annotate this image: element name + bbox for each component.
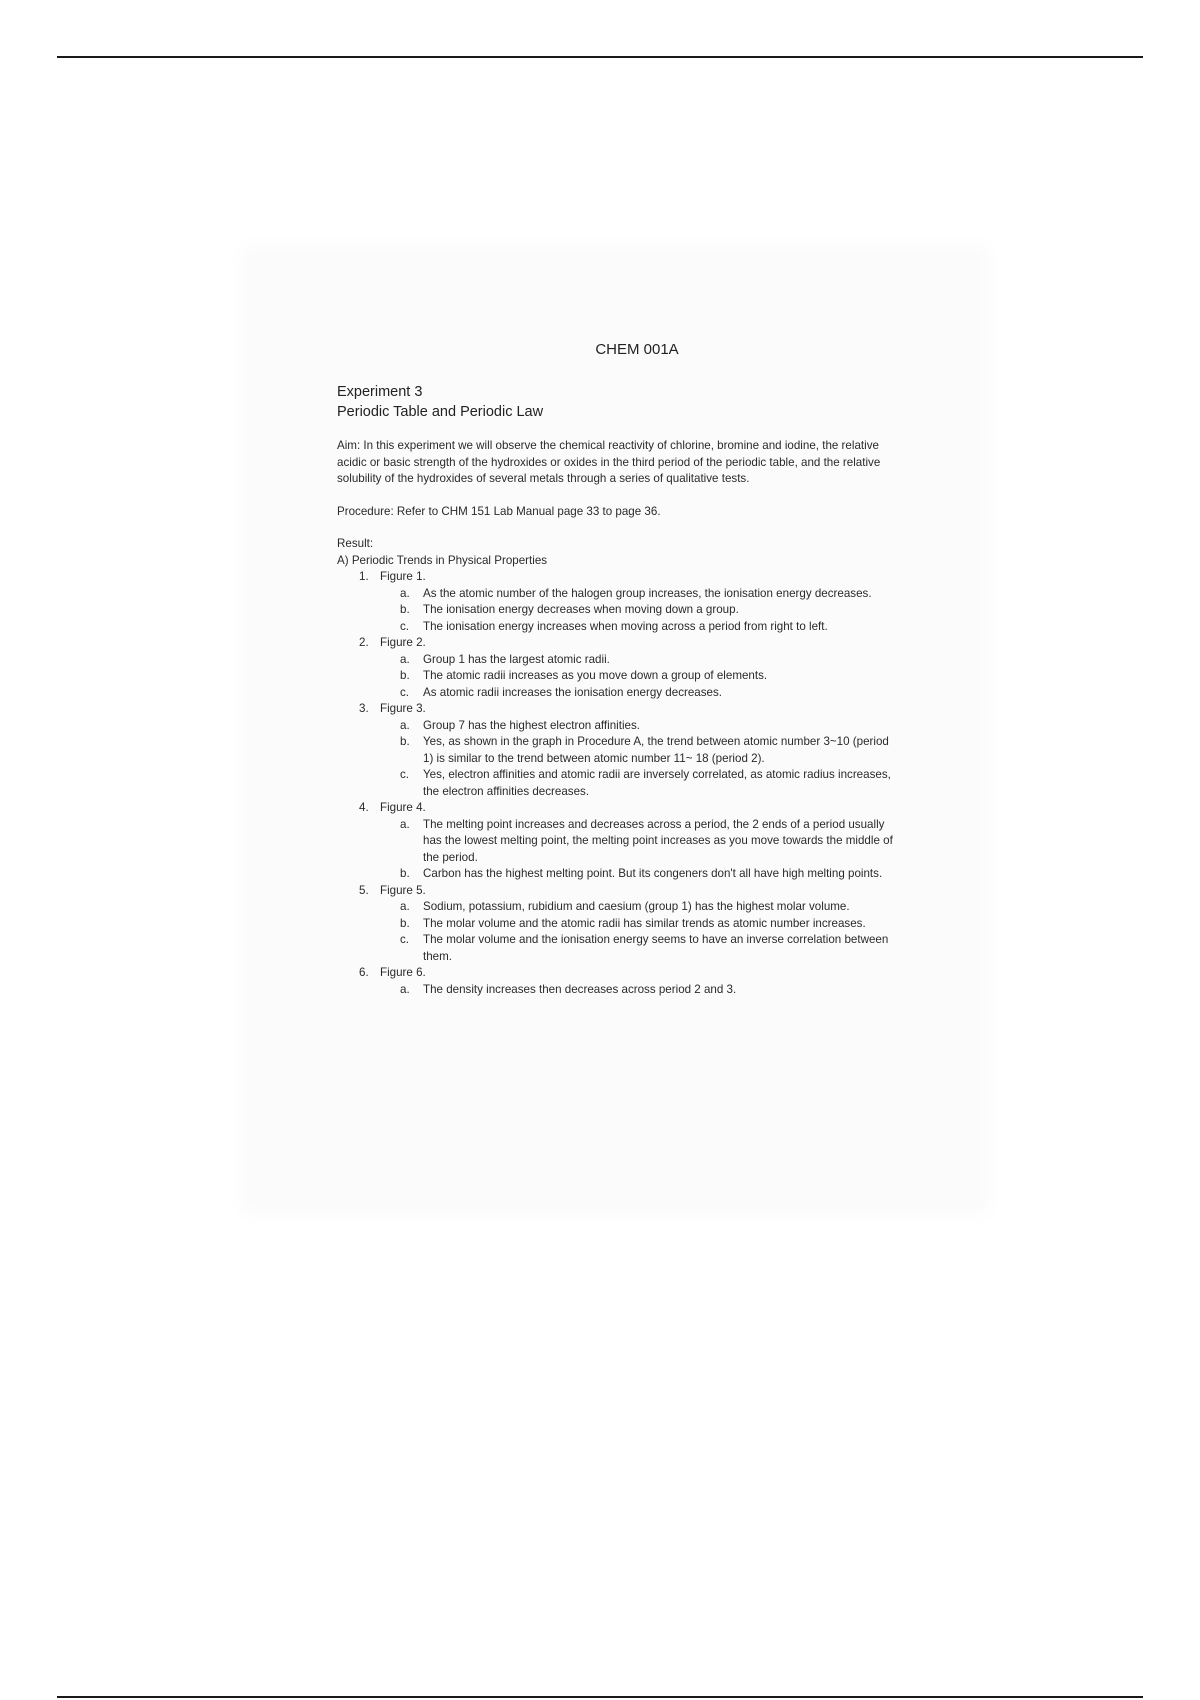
item-letter: a.: [400, 982, 410, 996]
item-letter: a.: [400, 586, 410, 600]
figure-label: Figure 4.: [380, 801, 426, 814]
item-letter: b.: [400, 867, 410, 880]
figure-sublist: [380, 652, 897, 702]
list-item: [380, 899, 897, 916]
procedure-paragraph: Procedure: Refer to CHM 151 Lab Manual page 33 to page 36.: [337, 504, 661, 518]
item-text: Carbon has the highest melting point. But its congeners don't all have high melting points.: [423, 867, 883, 880]
list-item: [380, 866, 897, 883]
figure-number: 5.: [359, 883, 369, 897]
list-item: [380, 685, 897, 702]
course-code: CHEM 001A: [595, 341, 679, 358]
item-text: Yes, as shown in the graph in Procedure A, the trend between atomic number 3~10 (period 1) is similar to the trend between atomic number 11~ 18 (period 2).: [423, 735, 889, 765]
figure-sublist: [380, 817, 897, 883]
figure-number: 3.: [359, 702, 369, 715]
figure-number: 4.: [359, 801, 369, 814]
item-text: The atomic radii increases as you move down a group of elements.: [423, 669, 768, 682]
list-item: [380, 586, 897, 603]
result-label: Result:: [337, 537, 374, 550]
item-letter: b.: [400, 916, 410, 930]
list-item: [380, 619, 897, 636]
item-text: The ionisation energy increases when moving across a period from right to left.: [423, 619, 828, 633]
item-text: As atomic radii increases the ionisation energy decreases.: [423, 685, 723, 699]
item-text: Sodium, potassium, rubidium and caesium (group 1) has the highest molar volume.: [423, 900, 850, 913]
item-text: Group 1 has the largest atomic radii.: [423, 652, 610, 666]
document-body: [337, 340, 897, 998]
item-letter: a.: [400, 718, 410, 732]
list-item: [380, 718, 897, 735]
figure-item: [337, 883, 897, 966]
experiment-title: Periodic Table and Periodic Law: [337, 404, 544, 420]
figure-label: Figure 3.: [380, 702, 426, 715]
item-text: The molar volume and the atomic radii has similar trends as atomic number increases.: [423, 916, 866, 930]
item-letter: c.: [400, 768, 410, 781]
item-text: The ionisation energy decreases when moving down a group.: [423, 603, 739, 616]
bottom-rule: [57, 1696, 1143, 1698]
figure-sublist: [380, 899, 897, 965]
item-text: Yes, electron affinities and atomic radii are inversely correlated, as atomic radius increases, the electron affinities decreases.: [423, 768, 891, 798]
figure-list: [337, 569, 897, 998]
figure-sublist: [380, 982, 897, 999]
list-item: [380, 767, 897, 800]
list-item: [380, 932, 897, 965]
figure-label: Figure 2.: [380, 636, 426, 649]
item-letter: b.: [400, 669, 410, 682]
figure-item: [337, 569, 897, 635]
figure-sublist: [380, 718, 897, 801]
list-item: [380, 668, 897, 685]
item-letter: a.: [400, 900, 410, 913]
item-text: The molar volume and the ionisation energy seems to have an inverse correlation between them.: [423, 933, 889, 963]
figure-number: 1.: [359, 570, 369, 583]
item-letter: c.: [400, 685, 410, 699]
figure-item: [337, 965, 897, 998]
top-rule: [57, 56, 1143, 58]
figure-item: [337, 701, 897, 800]
list-item: [380, 817, 897, 867]
item-text: The density increases then decreases across period 2 and 3.: [423, 982, 737, 996]
list-item: [380, 652, 897, 669]
experiment-number: Experiment 3: [337, 384, 423, 400]
list-item: [380, 734, 897, 767]
item-letter: a.: [400, 652, 410, 666]
item-text: The melting point increases and decreases across a period, the 2 ends of a period usually has the lowest melting point, the melting point increases as you move towards the middle of the period.: [423, 817, 893, 864]
figure-number: 2.: [359, 636, 369, 649]
figure-label: Figure 5.: [380, 883, 426, 897]
aim-paragraph: Aim: In this experiment we will observe the chemical reactivity of chlorine, bromine and iodine, the relative acidic or basic strength of the hydroxides or oxides in the third period of the periodic table, and the relative solubility of the hydroxides of several metals through a series of qualitative tests.: [337, 439, 881, 485]
figure-item: [337, 635, 897, 701]
figure-label: Figure 1.: [380, 570, 426, 583]
figure-label: Figure 6.: [380, 966, 426, 979]
list-item: [380, 602, 897, 619]
figure-number: 6.: [359, 966, 369, 979]
section-heading-a: A) Periodic Trends in Physical Properties: [337, 553, 548, 567]
item-letter: a.: [400, 817, 410, 831]
item-letter: b.: [400, 603, 410, 616]
figure-sublist: [380, 586, 897, 636]
figure-item: [337, 800, 897, 883]
item-text: Group 7 has the highest electron affinities.: [423, 718, 640, 732]
list-item: [380, 916, 897, 933]
item-letter: c.: [400, 619, 410, 633]
list-item: [380, 982, 897, 999]
item-letter: b.: [400, 735, 410, 748]
item-text: As the atomic number of the halogen group increases, the ionisation energy decreases.: [423, 586, 872, 600]
item-letter: c.: [400, 933, 410, 946]
